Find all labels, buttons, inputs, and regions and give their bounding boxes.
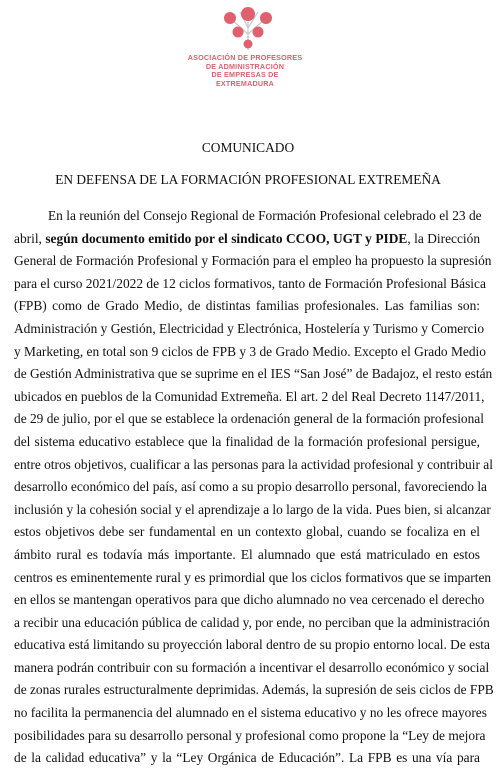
line-text: del sistema educativo establece que la finalidad de la formación profesional persigue, [14, 433, 480, 449]
logo-line: ASOCIACIÓN DE PROFESORES [187, 53, 303, 62]
paragraph-line [14, 318, 485, 341]
paragraph-line [14, 341, 486, 364]
line-text: de 29 de julio, por el que se establece la ordenación general de la formación profesional [14, 411, 484, 427]
line-text: centros es eminentemente rural y es primordial que los ciclos formativos que se imparten [14, 569, 492, 585]
paragraph-line [14, 725, 486, 748]
association-logo [0, 0, 496, 104]
tree-logo-icon [216, 4, 280, 54]
line-text: manera podrán contribuir con su formación a incentivar el desarrollo económico y social [14, 659, 490, 675]
line-text: de Gestión Administrativa que se suprime en el IES “San José” de Badajoz, el resto están [14, 366, 493, 382]
line-text: en ellos se mantengan operativos para que dicho alumnado no vea cercenado el derecho [14, 592, 485, 608]
line-text: , la Dirección [407, 230, 481, 246]
line-text: abril, [14, 230, 46, 246]
line-text: desarrollo económico del país, así como a su propio desarrollo personal, favoreciendo la [14, 479, 487, 495]
paragraph-line [14, 205, 480, 228]
paragraph-line [14, 386, 485, 409]
line-text: de zonas rurales estructuralmente deprimidas. Además, la supresión de seis ciclos de FPB [14, 682, 494, 698]
line-text: para el curso 2021/2022 de 12 ciclos formativos, tanto de Formación Profesional Básica [14, 275, 486, 291]
line-text: a recibir una educación pública de calidad y, por ende, no perciban que la administración [14, 614, 490, 630]
paragraph-line [14, 499, 491, 522]
document-body [14, 205, 494, 770]
line-text: ubicados en pueblos de la Comunidad Extremeña. El art. 2 del Real Decreto 1147/2011, [14, 388, 485, 404]
paragraph-line [14, 589, 485, 612]
line-text: General de Formación Profesional y Formación para el empleo ha propuesto la supresión [14, 253, 492, 269]
line-text: (FPB) como de Grado Medio, de distintas familias profesionales. Las familias son: [14, 298, 480, 314]
line-text: posibilidades para su desarrollo personal y profesional como propone la “Ley de mejora [14, 727, 486, 743]
paragraph-line [14, 679, 494, 702]
line-text: de la calidad educativa” y la “Ley Orgánica de Educación”. La FPB es una vía para [14, 750, 480, 766]
line-text: ámbito rural es todavía más importante. El alumnado que está matriculado en estos [14, 546, 480, 562]
paragraph-line [14, 408, 484, 431]
paragraph-line [14, 363, 493, 386]
line-text: no facilita la permanencia del alumnado en el sistema educativo y no les ofrece mayores [14, 705, 487, 721]
paragraph-line [14, 295, 480, 318]
document-title: EN DEFENSA DE LA FORMACIÓN PROFESIONAL EXTREMEÑA [55, 172, 441, 187]
line-text: educativa está limitando su proyección laboral dentro de su propio entorno local. De esta [14, 637, 490, 653]
paragraph-line [14, 544, 480, 567]
paragraph-line [14, 702, 487, 725]
bold-text: según documento emitido por el sindicato CCOO, UGT y PIDE [45, 230, 408, 246]
paragraph-line [14, 250, 492, 273]
logo-text [150, 54, 340, 88]
line-text: entre otros objetivos, cualificar a las personas para la actividad profesional y contribuir al [14, 456, 493, 472]
line-text: estos objetivos debe ser fundamental en un contexto global, cuando se focaliza en el [14, 524, 480, 540]
document-heading: COMUNICADO [201, 140, 295, 155]
line-text: Administración y Gestión, Electricidad y Electrónica, Hostelería y Turismo y Comercio [14, 320, 485, 336]
paragraph-line [14, 228, 480, 251]
paragraph-line [14, 521, 480, 544]
line-text: y Marketing, en total son 9 ciclos de FPB y 3 de Grado Medio. Excepto el Grado Medio [14, 343, 486, 359]
logo-line: DE EMPRESAS DE [211, 70, 279, 80]
logo-line: DE ADMINISTRACIÓN [205, 61, 285, 71]
paragraph-line [14, 634, 490, 657]
paragraph-line [14, 476, 487, 499]
paragraph-line [14, 747, 480, 770]
paragraph-line [14, 454, 493, 477]
line-text: inclusión y la cohesión social y el aprendizaje a lo largo de la vida. Pues bien, si alcanzar [14, 501, 491, 517]
logo-line: EXTREMADURA [215, 78, 275, 88]
paragraph-line [14, 273, 486, 296]
paragraph-line [14, 567, 492, 590]
paragraph-line [14, 657, 490, 680]
paragraph-line [14, 612, 490, 635]
paragraph-line [14, 431, 480, 454]
line-text: En la reunión del Consejo Regional de Formación Profesional celebrado el 23 de [48, 208, 482, 223]
